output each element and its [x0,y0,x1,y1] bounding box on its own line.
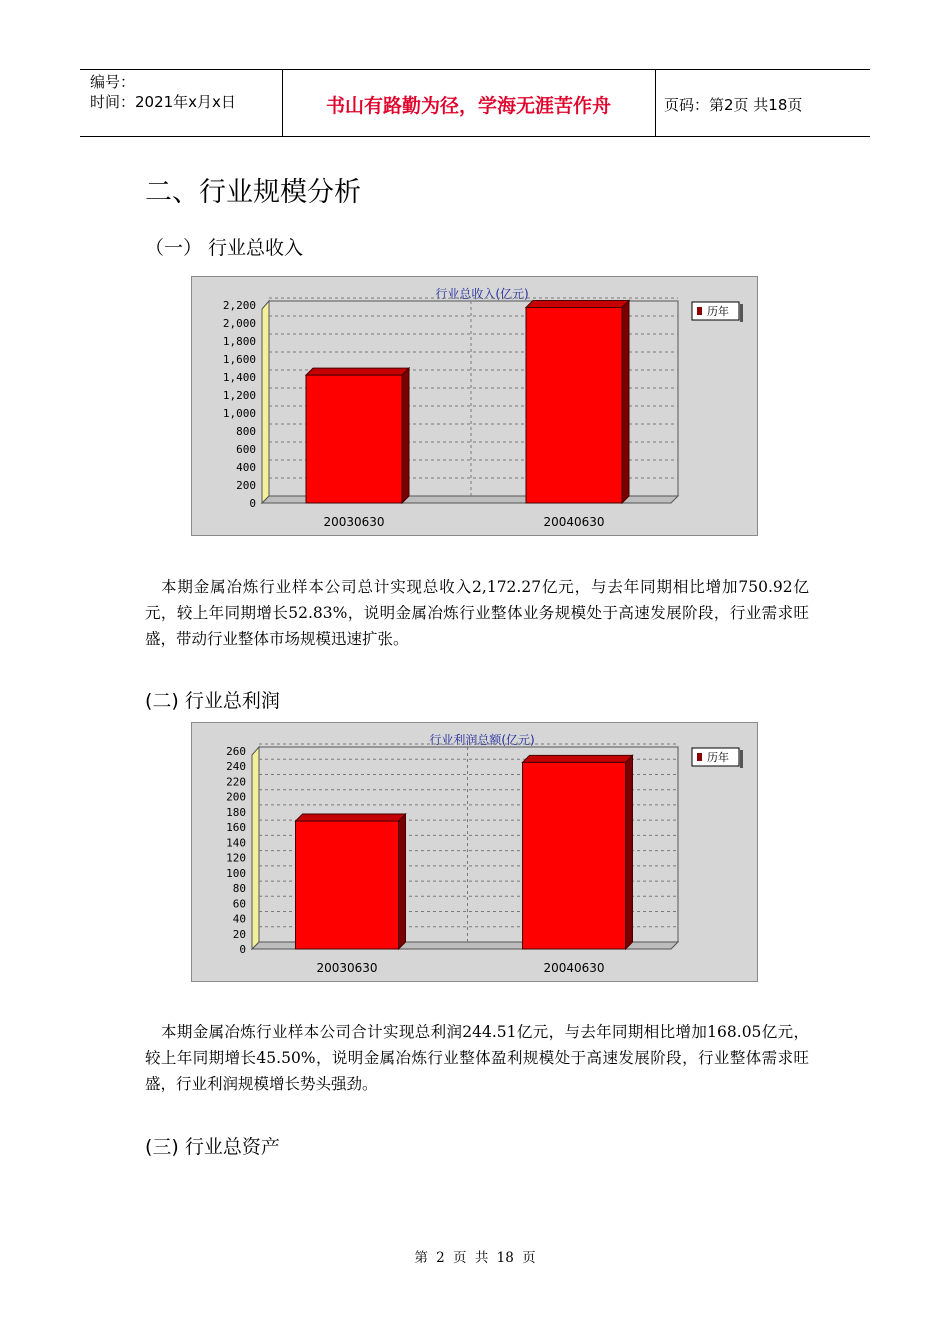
revenue-chart [191,276,758,536]
x-tick-label: 20040630 [543,961,605,975]
y-tick-label: 1,600 [222,353,256,366]
subsection-heading: (二) 行业总利润 [145,690,280,712]
bar-side [399,814,406,949]
section-title: 二、行业规模分析 [145,177,361,208]
y-tick-label: 20 [232,927,246,941]
y-tick-label: 600 [236,443,256,456]
legend-swatch [697,307,702,315]
revenue-paragraph: 本期金属冶炼行业样本公司总计实现总收入2,172.27亿元，与去年同期相比增加750.92亿元，较上年同期增长52.83%，说明金属冶炼行业整体业务规模处于高速发展阶段，行业需求旺盛，带动行业整体市场规模迅速扩张。 [145,578,809,648]
y-tick-label: 1,000 [222,407,256,420]
revenue-chart-svg [192,277,759,537]
x-tick-label: 20040630 [543,515,605,529]
footer-gong: 共 [474,1250,489,1266]
x-tick-label: 20030630 [323,515,385,529]
header-top-rule [80,69,870,70]
subsection-heading: （一） 行业总收入 [145,237,304,259]
y-tick-label: 200 [226,790,246,804]
legend-label: 历年 [707,305,729,318]
bar-side [402,368,409,503]
y-tick-label: 60 [232,897,246,911]
page-counter: 页码：第2页 共18页 [664,96,803,114]
y-tick-label: 1,400 [222,371,256,384]
y-tick-label: 200 [236,479,256,492]
bar [306,375,402,503]
y-tick-label: 240 [226,760,246,774]
x-tick-label: 20030630 [316,961,378,975]
bar-side [626,755,633,949]
chart-title: 行业总收入(亿元) [435,287,529,301]
header-bottom-rule [80,136,870,137]
y-tick-label: 800 [236,425,256,438]
y-tick-label: 80 [232,882,246,896]
y-tick-label: 260 [226,745,246,758]
subsection-heading: (三) 行业总资产 [145,1136,280,1158]
legend-label: 历年 [707,751,729,764]
y-tick-label: 100 [226,866,246,880]
page-footer [0,1246,950,1266]
y-tick-label: 0 [239,943,246,956]
chart-title: 行业利润总额(亿元) [429,733,535,747]
footer-total-pages: 18 [496,1250,514,1266]
y-tick-label: 40 [232,912,246,926]
y-tick-label: 1,200 [222,389,256,402]
y-tick-label: 120 [226,851,246,865]
y-tick-label: 400 [236,461,256,474]
legend-swatch [697,753,702,761]
legend-shadow [740,750,743,768]
bar [296,821,399,949]
footer-page-number: 2 [436,1250,445,1266]
y-tick-label: 140 [226,836,246,850]
profit-paragraph: 本期金属冶炼行业样本公司合计实现总利润244.51亿元，与去年同期相比增加168.05亿元，较上年同期增长45.50%，说明金属冶炼行业整体盈利规模处于高速发展阶段，行业整体需求旺盛，行业利润规模增长势头强劲。 [145,1023,809,1093]
bar [526,308,622,503]
y-tick-label: 2,000 [222,317,256,330]
profit-chart [191,722,758,982]
y-tick-label: 1,800 [222,335,256,348]
bar-side [622,301,629,503]
footer-ye: 页 [453,1250,467,1266]
header-divider [655,69,656,136]
bar-top [523,755,633,762]
y-tick-label: 180 [226,805,246,819]
y-tick-label: 2,200 [222,299,256,312]
doc-number-label: 编号： [90,73,136,91]
chart-wall [252,747,259,949]
bar-top [526,301,629,308]
bar-top [296,814,406,821]
footer-di: 第 [414,1250,428,1266]
legend-shadow [740,304,743,322]
date-label: 时间：2021年x月x日 [90,93,236,111]
chart-wall [262,301,269,503]
bar [523,762,626,949]
y-tick-label: 0 [249,497,256,510]
bar-top [306,368,409,375]
footer-ye: 页 [522,1250,536,1266]
y-tick-label: 220 [226,775,246,789]
profit-chart-svg [192,723,759,983]
header-motto: 书山有路勤为径，学海无涯苦作舟 [325,95,611,117]
y-tick-label: 160 [226,821,246,835]
